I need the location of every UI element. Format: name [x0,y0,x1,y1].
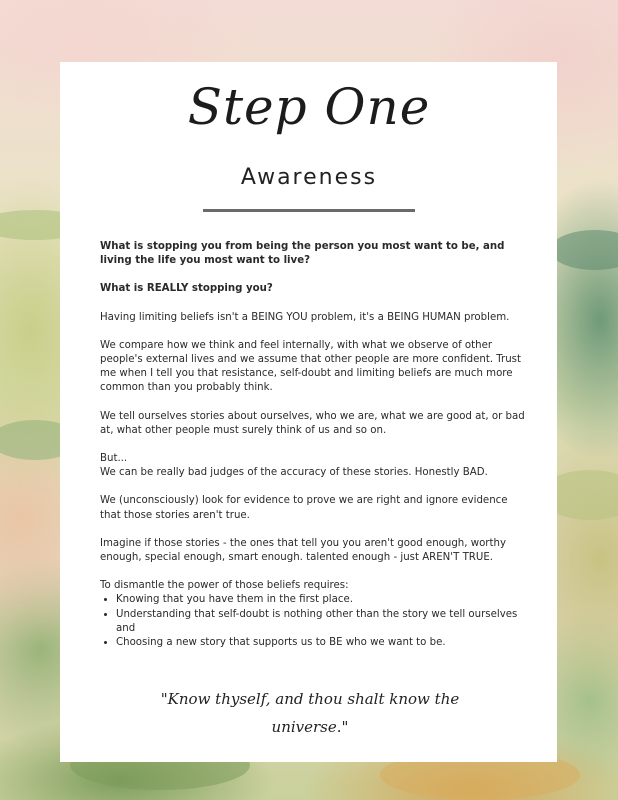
list-item: • Understanding that self-doubt is nothing other than the story we tell ourselves and [116,608,525,636]
paragraph: Having limiting beliefs isn't a BEING YOU problem, it's a BEING HUMAN problem. [100,311,510,323]
page-title: Step One [187,78,431,136]
paragraph: We tell ourselves stories about ourselves, who we are, what we are good at, or bad at, what other people must surely think of us and so on. [100,410,525,436]
paragraph: To dismantle the power of those beliefs requires: [100,580,349,592]
paragraph: Imagine if those stories - the ones that tell you you aren't good enough, worthy enough, special enough, smart enough. talented enough - just AREN'T TRUE. [100,537,506,564]
list-item: • Choosing a new story that supports us to BE who we want to be. [116,636,525,650]
page-subtitle: Awareness [240,165,378,190]
paragraph: We (unconsciously) look for evidence to prove we are right and ignore evidence that those stories aren't true. [100,495,508,521]
bullet-list [100,593,525,650]
closing-quote: "Know thyself, and thou shalt know the universe." [160,690,460,736]
question-paragraph: What is REALLY stopping you? [100,283,273,295]
question-paragraph: What is stopping you from being the person you most want to be, and living the life you most want to live? [100,241,505,267]
divider [203,209,415,212]
watercolor-stroke [550,230,618,270]
paragraph: But... [100,453,128,465]
body-text [100,240,525,650]
list-item: • Knowing that you have them in the first place. [116,593,525,607]
paragraph: We compare how we think and feel internally, with what we observe of other people's external lives and we assume that other people are more confident. Trust me when I tell you that resistance, self-doubt and limiting beliefs are much more common than you probably think. [100,339,521,394]
paragraph: We can be really bad judges of the accuracy of these stories. Honestly BAD. [100,467,488,479]
